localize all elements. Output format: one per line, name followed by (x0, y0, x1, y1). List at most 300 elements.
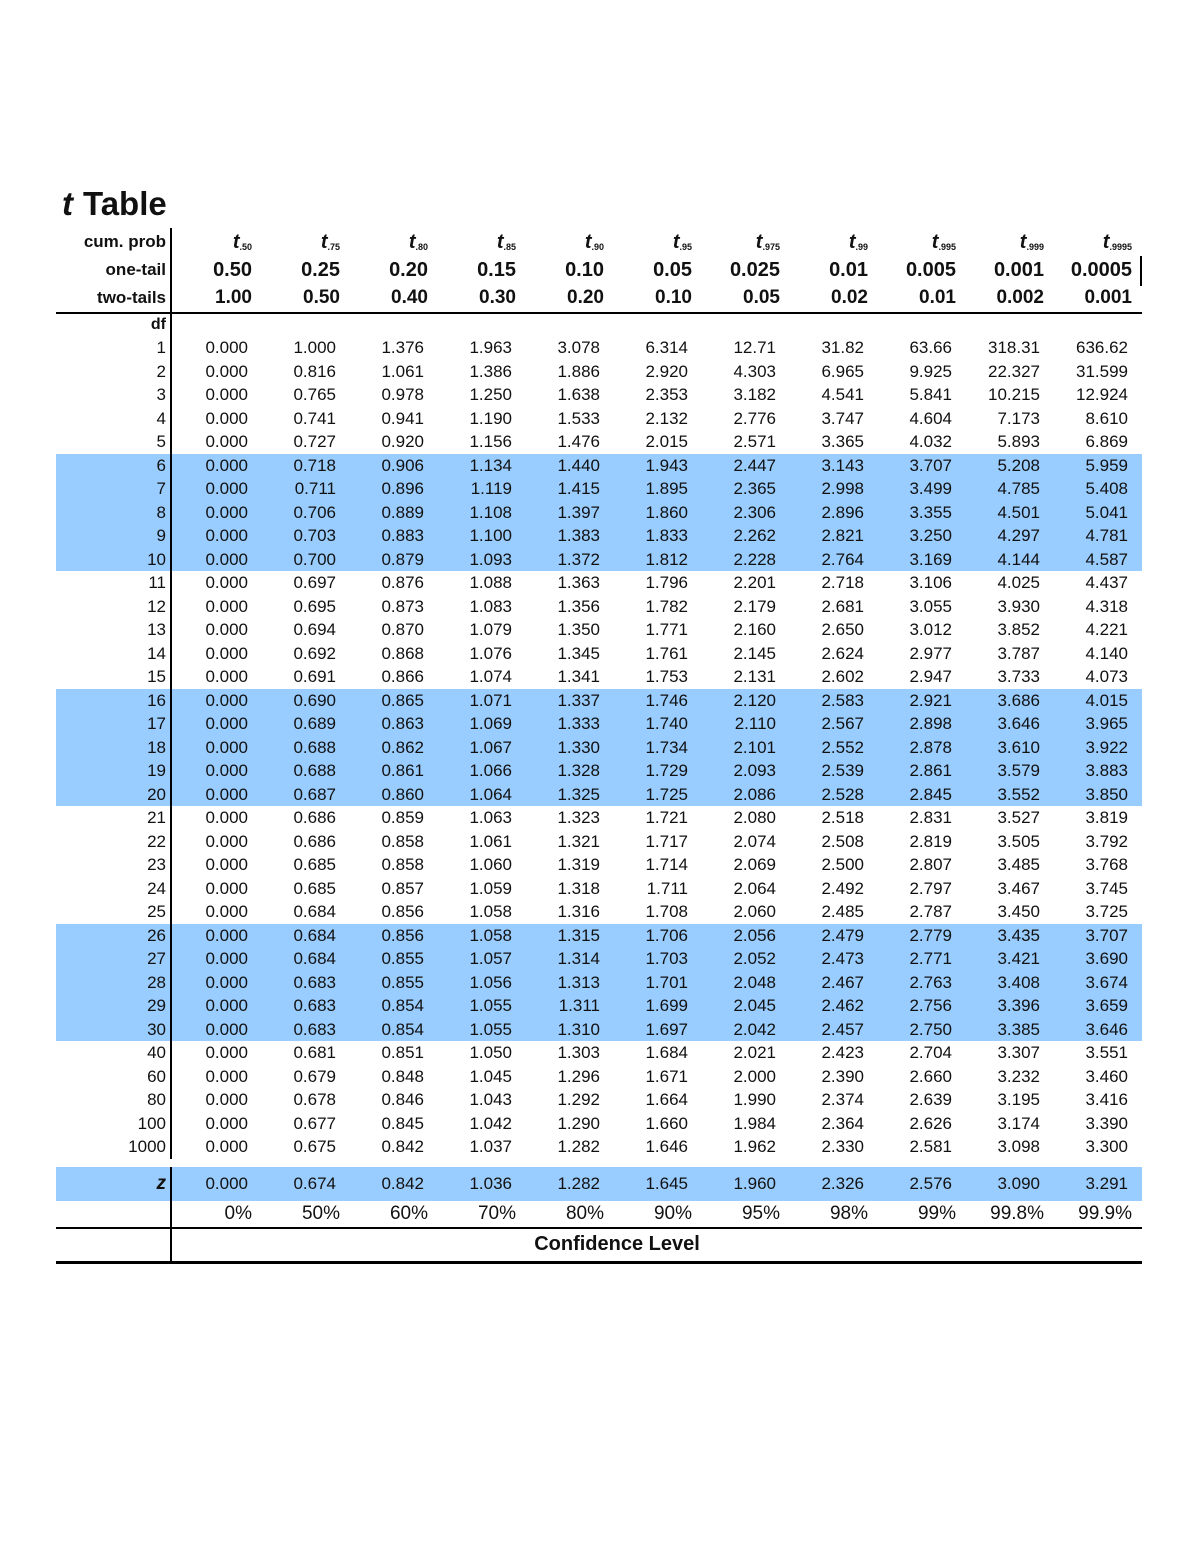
table-cell: 1.058 (469, 925, 512, 945)
cum-prob-t: t (232, 231, 240, 253)
confidence-cell: 0% (224, 1202, 252, 1224)
table-cell: 0.846 (381, 1090, 424, 1109)
table-row (56, 712, 1142, 736)
row-cells (172, 994, 1142, 1018)
table-cell: 0.684 (293, 925, 336, 945)
table-cell: 3.408 (997, 972, 1040, 992)
table-cell: 2.042 (733, 1019, 776, 1039)
table-cell: 4.785 (997, 479, 1040, 498)
table-cell: 3.435 (997, 925, 1040, 945)
table-row (56, 524, 1142, 548)
table-cell: 0.861 (381, 761, 424, 780)
table-cell: 3.610 (997, 737, 1040, 757)
confidence-cell: 80% (565, 1202, 604, 1224)
table-row (56, 994, 1142, 1018)
row-cells (172, 477, 1142, 501)
row-cells (172, 877, 1142, 901)
table-cell: 1.050 (469, 1043, 512, 1062)
table-cell: 2.508 (821, 831, 864, 851)
table-cell: 1.061 (381, 361, 424, 381)
one-tail-row (56, 256, 1142, 284)
table-cell: 0.868 (381, 643, 424, 663)
table-body (56, 336, 1142, 1159)
row-cells (172, 336, 1142, 360)
table-cell: 0.000 (205, 737, 248, 757)
z-cell: 2.326 (821, 1173, 864, 1193)
table-cell: 0.000 (205, 526, 248, 545)
row-cells (172, 806, 1142, 830)
table-cell: 1.313 (557, 972, 600, 992)
table-cell: 0.694 (293, 620, 336, 639)
table-cell: 1.067 (469, 737, 512, 757)
table-cell: 1.440 (557, 455, 600, 475)
table-cell: 1.083 (469, 596, 512, 616)
table-cell: 0.765 (293, 385, 336, 404)
table-cell: 5.408 (1085, 479, 1128, 498)
table-row (56, 477, 1142, 501)
table-cell: 1.058 (469, 902, 512, 921)
df-cell: 80 (56, 1088, 172, 1112)
cum-prob-cell (172, 228, 258, 256)
table-cell: 1.060 (469, 855, 512, 874)
table-cell: 4.221 (1085, 620, 1128, 639)
one-tail-cell: 0.05 (653, 259, 692, 281)
confidence-row-label (56, 1201, 172, 1227)
table-cell: 6.314 (645, 338, 688, 357)
table-row (56, 947, 1142, 971)
table-cell: 1.069 (469, 714, 512, 733)
table-cell: 3.527 (997, 808, 1040, 827)
cum-prob-cell (874, 228, 962, 256)
df-cell: 10 (56, 548, 172, 572)
table-cell: 0.000 (205, 361, 248, 381)
df-cell: 29 (56, 994, 172, 1018)
table-cell: 0.854 (381, 1019, 424, 1039)
z-cell: 1.036 (469, 1173, 512, 1193)
table-cell: 1.984 (733, 1113, 776, 1133)
table-cell: 0.000 (205, 855, 248, 874)
table-cell: 2.492 (821, 878, 864, 898)
table-cell: 0.000 (205, 385, 248, 404)
table-cell: 1.415 (557, 479, 600, 498)
row-cells (172, 360, 1142, 384)
table-cell: 0.000 (205, 620, 248, 639)
table-cell: 8.610 (1085, 408, 1128, 428)
table-cell: 0.685 (293, 878, 336, 898)
table-cell: 2.898 (909, 714, 952, 733)
table-cell: 2.763 (909, 972, 952, 992)
df-cell: 7 (56, 477, 172, 501)
table-cell: 0.845 (381, 1113, 424, 1133)
table-cell: 3.143 (821, 455, 864, 475)
table-cell: 2.896 (821, 502, 864, 522)
table-cell: 0.679 (293, 1066, 336, 1086)
table-row (56, 1088, 1142, 1112)
table-row (56, 853, 1142, 877)
table-cell: 1.056 (469, 972, 512, 992)
table-cell: 1.134 (469, 455, 512, 475)
cum-prob-cell (1050, 228, 1138, 256)
table-cell: 12.71 (733, 338, 776, 357)
table-cell: 1.074 (469, 667, 512, 686)
table-cell: 2.518 (821, 808, 864, 827)
table-cell: 2.374 (821, 1090, 864, 1109)
row-cells (172, 736, 1142, 760)
table-cell: 0.692 (293, 643, 336, 663)
table-cell: 0.000 (205, 573, 248, 592)
two-tails-label: two-tails (56, 284, 172, 312)
table-cell: 1.833 (645, 526, 688, 545)
two-tails-row (56, 284, 1142, 312)
table-cell: 0.683 (293, 1019, 336, 1039)
table-cell: 0.879 (381, 549, 424, 569)
table-cell: 0.000 (205, 479, 248, 498)
table-cell: 2.120 (733, 690, 776, 710)
table-cell: 1.706 (645, 925, 688, 945)
z-cell: 1.282 (557, 1173, 600, 1193)
table-cell: 2.567 (821, 714, 864, 733)
two-tails-cell: 0.01 (919, 287, 956, 308)
cum-prob-cell (346, 228, 434, 256)
table-cell: 3.421 (997, 949, 1040, 968)
table-cell: 2.845 (909, 784, 952, 804)
table-cell: 3.450 (997, 902, 1040, 921)
table-cell: 0.859 (381, 808, 424, 827)
table-cell: 3.467 (997, 878, 1040, 898)
one-tail-cell: 0.25 (301, 259, 340, 281)
df-cell: 11 (56, 571, 172, 595)
table-cell: 1.714 (645, 855, 688, 874)
table-cell: 1.740 (645, 714, 688, 733)
row-cells (172, 853, 1142, 877)
table-cell: 1.323 (557, 808, 600, 827)
cum-prob-sub: .95 (679, 242, 692, 252)
table-row (56, 900, 1142, 924)
table-cell: 1.119 (470, 479, 512, 498)
table-cell: 1.100 (469, 526, 512, 545)
table-cell: 2.201 (733, 573, 776, 592)
z-cell: 0.842 (381, 1173, 424, 1193)
df-cell: 1000 (56, 1135, 172, 1159)
confidence-cells (172, 1201, 1142, 1227)
table-cell: 2.330 (821, 1137, 864, 1156)
confidence-label-spacer (56, 1229, 172, 1261)
table-cell: 1.990 (733, 1090, 776, 1109)
table-cell: 0.718 (293, 455, 336, 475)
table-cell: 1.337 (557, 690, 600, 710)
table-cell: 3.499 (909, 479, 952, 498)
df-cell: 25 (56, 900, 172, 924)
table-cell: 2.776 (733, 408, 776, 428)
table-cell: 3.250 (909, 526, 952, 545)
table-cell: 2.462 (821, 996, 864, 1015)
table-row (56, 1065, 1142, 1089)
table-cell: 3.646 (997, 714, 1040, 733)
table-cell: 1.753 (645, 667, 688, 686)
table-cell: 2.552 (821, 737, 864, 757)
table-cell: 3.646 (1085, 1019, 1128, 1039)
table-cell: 3.055 (909, 596, 952, 616)
table-cell: 1.796 (645, 573, 688, 592)
row-cells (172, 783, 1142, 807)
table-cell: 3.365 (821, 432, 864, 451)
table-cell: 0.000 (205, 1137, 248, 1156)
table-cell: 1.376 (381, 338, 424, 357)
row-cells (172, 830, 1142, 854)
table-cell: 1.321 (557, 831, 600, 851)
table-cell: 22.327 (988, 361, 1040, 381)
table-cell: 0.816 (293, 361, 336, 381)
confidence-cell: 99.9% (1078, 1202, 1132, 1224)
table-cell: 2.364 (821, 1113, 864, 1133)
table-cell: 1.318 (557, 878, 600, 898)
cum-prob-cell (434, 228, 522, 256)
table-cell: 4.303 (733, 361, 776, 381)
cum-prob-row (56, 228, 1142, 256)
t-table (56, 228, 1142, 1264)
table-cell: 2.602 (821, 667, 864, 686)
df-cell: 40 (56, 1041, 172, 1065)
table-cell: 2.861 (909, 761, 952, 780)
table-cell: 1.037 (469, 1137, 512, 1156)
table-cell: 1.363 (557, 573, 600, 592)
df-cell: 8 (56, 501, 172, 525)
table-cell: 0.876 (381, 573, 424, 592)
table-cell: 2.093 (733, 761, 776, 780)
table-cell: 0.906 (381, 455, 424, 475)
table-cell: 3.850 (1085, 784, 1128, 804)
table-cell: 1.350 (557, 620, 600, 639)
table-cell: 0.711 (294, 479, 336, 498)
cum-prob-sub: .75 (327, 242, 340, 252)
cum-prob-t: t (584, 231, 592, 253)
table-cell: 1.290 (557, 1113, 600, 1133)
table-cell: 3.169 (909, 549, 952, 569)
table-cell: 3.852 (997, 620, 1040, 639)
table-cell: 4.781 (1085, 526, 1128, 545)
table-cell: 0.000 (205, 1090, 248, 1109)
table-cell: 0.683 (293, 972, 336, 992)
two-tails-cell: 0.002 (996, 287, 1044, 308)
table-cell: 0.684 (293, 949, 336, 968)
df-cell: 60 (56, 1065, 172, 1089)
table-cell: 0.851 (381, 1043, 424, 1062)
table-cell: 2.821 (821, 526, 864, 545)
table-cell: 2.423 (821, 1043, 864, 1062)
df-cell: 17 (56, 712, 172, 736)
df-cell: 6 (56, 454, 172, 478)
table-cell: 2.110 (734, 714, 776, 733)
table-cell: 0.920 (381, 432, 424, 451)
table-row (56, 759, 1142, 783)
table-cell: 2.920 (645, 361, 688, 381)
table-cell: 2.048 (733, 972, 776, 992)
table-cell: 2.998 (821, 479, 864, 498)
table-cell: 0.700 (293, 549, 336, 569)
two-tails-cells (172, 284, 1142, 312)
table-cell: 0.687 (293, 784, 336, 804)
table-cell: 0.866 (381, 667, 424, 686)
table-cell: 3.792 (1085, 831, 1128, 851)
table-cell: 1.711 (646, 878, 688, 898)
cum-prob-sub: .975 (762, 242, 780, 252)
table-cell: 4.144 (997, 549, 1040, 569)
table-cell: 0.862 (381, 737, 424, 757)
one-tail-cell: 0.20 (389, 259, 428, 281)
table-cell: 0.000 (205, 1113, 248, 1133)
table-cell: 2.750 (909, 1019, 952, 1039)
row-cells (172, 1112, 1142, 1136)
table-cell: 0.684 (293, 902, 336, 921)
table-cell: 3.098 (997, 1137, 1040, 1156)
table-cell: 2.528 (821, 784, 864, 804)
table-cell: 2.819 (909, 831, 952, 851)
table-cell: 7.173 (997, 408, 1040, 428)
one-tail-label: one-tail (56, 256, 172, 284)
table-cell: 2.704 (909, 1043, 952, 1062)
table-cell: 1.328 (557, 761, 600, 780)
table-cell: 3.485 (997, 855, 1040, 874)
cum-prob-t: t (1019, 231, 1027, 253)
table-cell: 5.041 (1085, 502, 1128, 522)
df-cell: 19 (56, 759, 172, 783)
table-cell: 1.397 (557, 502, 600, 522)
table-cell: 1.671 (645, 1066, 688, 1086)
table-row (56, 430, 1142, 454)
table-cell: 0.000 (205, 1019, 248, 1039)
table-cell: 2.650 (821, 620, 864, 639)
table-cell: 3.787 (997, 643, 1040, 663)
table-cell: 2.500 (821, 855, 864, 874)
table-cell: 2.473 (821, 949, 864, 968)
table-cell: 2.807 (909, 855, 952, 874)
table-cell: 4.587 (1085, 549, 1128, 569)
table-cell: 2.179 (733, 596, 776, 616)
table-cell: 2.626 (909, 1113, 952, 1133)
table-cell: 3.551 (1085, 1043, 1128, 1062)
table-cell: 1.372 (557, 549, 600, 569)
one-tail-cell: 0.10 (565, 259, 604, 281)
table-row (56, 877, 1142, 901)
table-row (56, 642, 1142, 666)
table-cell: 0.000 (205, 643, 248, 663)
cum-prob-label: cum. prob (56, 228, 172, 256)
table-cell: 0.000 (205, 972, 248, 992)
table-cell: 0.685 (293, 855, 336, 874)
table-cell: 0.677 (293, 1113, 336, 1133)
table-cell: 0.000 (205, 432, 248, 451)
z-cell: 0.000 (205, 1173, 248, 1193)
cum-prob-t: t (931, 231, 939, 253)
table-cell: 1.345 (557, 643, 600, 663)
table-cell: 3.922 (1085, 737, 1128, 757)
table-cell: 0.858 (381, 831, 424, 851)
title-text: Table (83, 185, 167, 222)
two-tails-cell: 0.30 (479, 287, 516, 308)
row-cells (172, 1018, 1142, 1042)
table-cell: 4.604 (909, 408, 952, 428)
table-cell: 2.145 (733, 643, 776, 663)
df-cell: 16 (56, 689, 172, 713)
cum-prob-cell (962, 228, 1050, 256)
row-cells (172, 665, 1142, 689)
table-row (56, 407, 1142, 431)
table-cell: 2.365 (733, 479, 776, 498)
table-cell: 3.012 (909, 620, 952, 639)
table-cell: 3.819 (1085, 808, 1128, 827)
table-cell: 3.416 (1085, 1090, 1128, 1109)
df-cell: 2 (56, 360, 172, 384)
table-cell: 0.000 (205, 408, 248, 428)
table-cell: 0.941 (381, 408, 424, 428)
table-row (56, 454, 1142, 478)
table-cell: 1.057 (469, 949, 512, 968)
table-cell: 1.812 (645, 549, 688, 569)
table-cell: 0.741 (293, 408, 336, 428)
table-cell: 3.460 (1085, 1066, 1128, 1086)
table-cell: 2.756 (909, 996, 952, 1015)
table-cell: 63.66 (909, 338, 952, 357)
table-cell: 0.856 (381, 902, 424, 921)
table-cell: 0.000 (205, 455, 248, 475)
table-cell: 3.930 (997, 596, 1040, 616)
table-cell: 1.296 (557, 1066, 600, 1086)
table-cell: 0.683 (293, 996, 336, 1015)
table-cell: 1.315 (557, 925, 600, 945)
cum-prob-t: t (496, 231, 504, 253)
table-cell: 3.965 (1085, 714, 1128, 733)
table-cell: 1.059 (469, 878, 512, 898)
one-tail-cell: 0.01 (829, 259, 868, 281)
table-cell: 1.684 (645, 1043, 688, 1062)
page-title (62, 184, 167, 224)
table-cell: 2.015 (645, 432, 688, 451)
table-row (56, 806, 1142, 830)
table-cell: 1.066 (469, 761, 512, 780)
one-tail-cell: 0.025 (729, 259, 780, 281)
table-cell: 3.195 (997, 1090, 1040, 1109)
table-row (56, 1112, 1142, 1136)
table-cell: 9.925 (909, 361, 952, 381)
one-tail-cell: 0.0005 (1070, 259, 1132, 281)
cum-prob-sub: .90 (591, 242, 604, 252)
table-cell: 0.896 (381, 479, 424, 498)
table-cell: 2.718 (821, 573, 864, 592)
cum-prob-cell (610, 228, 698, 256)
cum-prob-sub: .995 (938, 242, 956, 252)
table-cell: 1.383 (557, 526, 600, 545)
row-cells (172, 1088, 1142, 1112)
table-cell: 5.893 (997, 432, 1040, 451)
table-cell: 2.069 (733, 855, 776, 874)
table-cell: 1.042 (469, 1113, 512, 1133)
table-cell: 3.659 (1085, 996, 1128, 1015)
row-cells (172, 759, 1142, 783)
table-cell: 0.855 (381, 949, 424, 968)
df-cell: 23 (56, 853, 172, 877)
table-cell: 3.505 (997, 831, 1040, 851)
confidence-cell: 95% (741, 1202, 780, 1224)
table-cell: 2.131 (733, 667, 776, 686)
z-cell: 3.090 (997, 1173, 1040, 1193)
table-cell: 2.787 (909, 902, 952, 921)
table-row (56, 971, 1142, 995)
table-cell: 3.707 (909, 455, 952, 475)
table-cell: 1.761 (645, 643, 688, 663)
table-cell: 2.539 (821, 761, 864, 780)
table-cell: 1.319 (557, 855, 600, 874)
table-cell: 3.385 (997, 1019, 1040, 1039)
